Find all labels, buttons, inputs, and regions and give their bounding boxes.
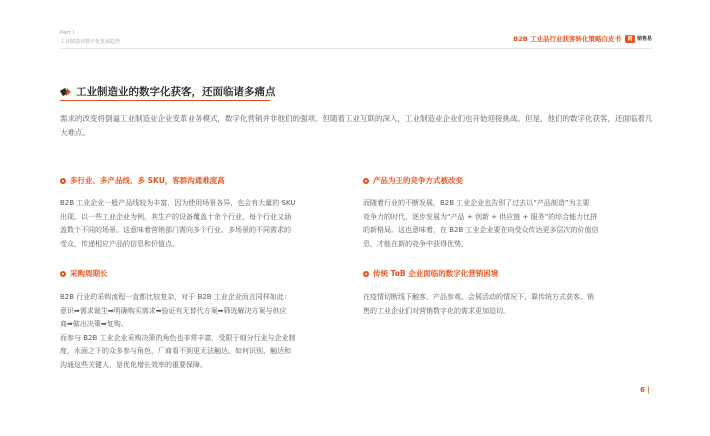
text-line: 息，才能在新的竞争中获得优势。 xyxy=(363,239,468,248)
header-right xyxy=(513,34,652,43)
brand-logo-mark: 销 xyxy=(625,35,635,43)
circle-bullet-icon xyxy=(363,271,369,277)
intro-paragraph: 需求的改变将倒逼工业制造业企业变革业务模式，数字化营销并非他们的强项。但随着工业互联的深入，工业制造业企业们也开始迎接挑战。但是，他们的数字化获客，还面临着几大难点。 xyxy=(60,114,653,137)
text-line: 而参与 B2B 工业企业采购决策的角色也非常丰富，受限于细分行业与企业制 xyxy=(60,333,296,342)
pen-icon xyxy=(60,86,72,98)
section-heading xyxy=(60,84,276,99)
text-line: B2B 行业的采购流程一直都比较复杂，对于 B2B 工业企业而言同样如此： xyxy=(60,293,291,301)
circle-bullet-icon xyxy=(60,178,66,184)
text-line: 意识➡需求诞生➡明确购买需求➡验证有无替代方案➡筛选解决方案与供应 xyxy=(60,306,287,315)
point-title: 产品为王的竞争方式被改变 xyxy=(373,176,463,185)
section-title: 工业制造业的数字化获客，还面临诸多痛点 xyxy=(76,86,276,98)
point-title: 传统 ToB 企业面临的数字化营销困境 xyxy=(373,269,499,278)
page-number: 6 | xyxy=(640,386,650,394)
section-underline xyxy=(60,100,270,101)
point-body xyxy=(60,291,360,372)
point-heading xyxy=(363,175,463,186)
point-title: 多行业、多产品线、多 SKU，客群沟通难度高 xyxy=(70,176,225,185)
brand-logo xyxy=(625,35,652,43)
point-title: 采购周期长 xyxy=(70,269,108,278)
text-line: 盖数个不同的场景。这意味着营销部门需向多个行业、多场景的不同需求的 xyxy=(60,226,291,234)
brand-logo-text: 销售易 xyxy=(636,36,652,42)
header-subtitle: 工业制造业数字化发展趋势 xyxy=(60,39,121,45)
text-line: 竞争力的时代，逐步发展为“产品 + 创新 + 供应链 + 服务”的综合能力比拼 xyxy=(363,212,598,221)
point-heading xyxy=(60,268,108,279)
text-line: 售的工业企业们对营销数字化的需求更加迫切。 xyxy=(363,306,510,315)
text-line: 商➡做出决策➡复购。 xyxy=(60,320,128,328)
text-line: 在疫情切断线下触客、产品参观、会展活动的情况下，靠传统方式获客、销 xyxy=(363,293,594,301)
text-line: 沟通这些关键人，是优化增长效率的重要保障。 xyxy=(60,360,207,369)
document-title: B2B 工业品行业获客转化策略白皮书 xyxy=(513,35,621,43)
text-line: B2B 工业企业一般产品线较为丰富，因为使用场景各异，也会有大量的 SKU xyxy=(60,199,296,207)
text-line: 而随着行业的不断发展，B2B 工业企业也告别了过去以“产品制造”为主要 xyxy=(363,199,590,207)
point-body xyxy=(363,197,655,251)
header-part-label: Part I xyxy=(60,30,75,36)
point-heading xyxy=(363,268,498,279)
point-heading xyxy=(60,175,225,186)
text-line: 受众，传递相应产品的信息和价值点。 xyxy=(60,239,179,248)
point-body xyxy=(363,291,655,318)
point-body xyxy=(60,197,360,251)
text-line: 的新格局。这也意味着，在 B2B 工业企业要在向受众传达更多层次的价值信 xyxy=(363,226,599,234)
text-line: 度，水面之下的众多参与角色，厂商看不到更无法触达。如何识别、触达和 xyxy=(60,347,291,355)
circle-bullet-icon xyxy=(363,178,369,184)
header-divider xyxy=(60,48,652,49)
circle-bullet-icon xyxy=(60,271,66,277)
text-line: 出现。以一些工业企业为例，其生产的设备覆盖十余个行业，每个行业又涵 xyxy=(60,212,291,221)
